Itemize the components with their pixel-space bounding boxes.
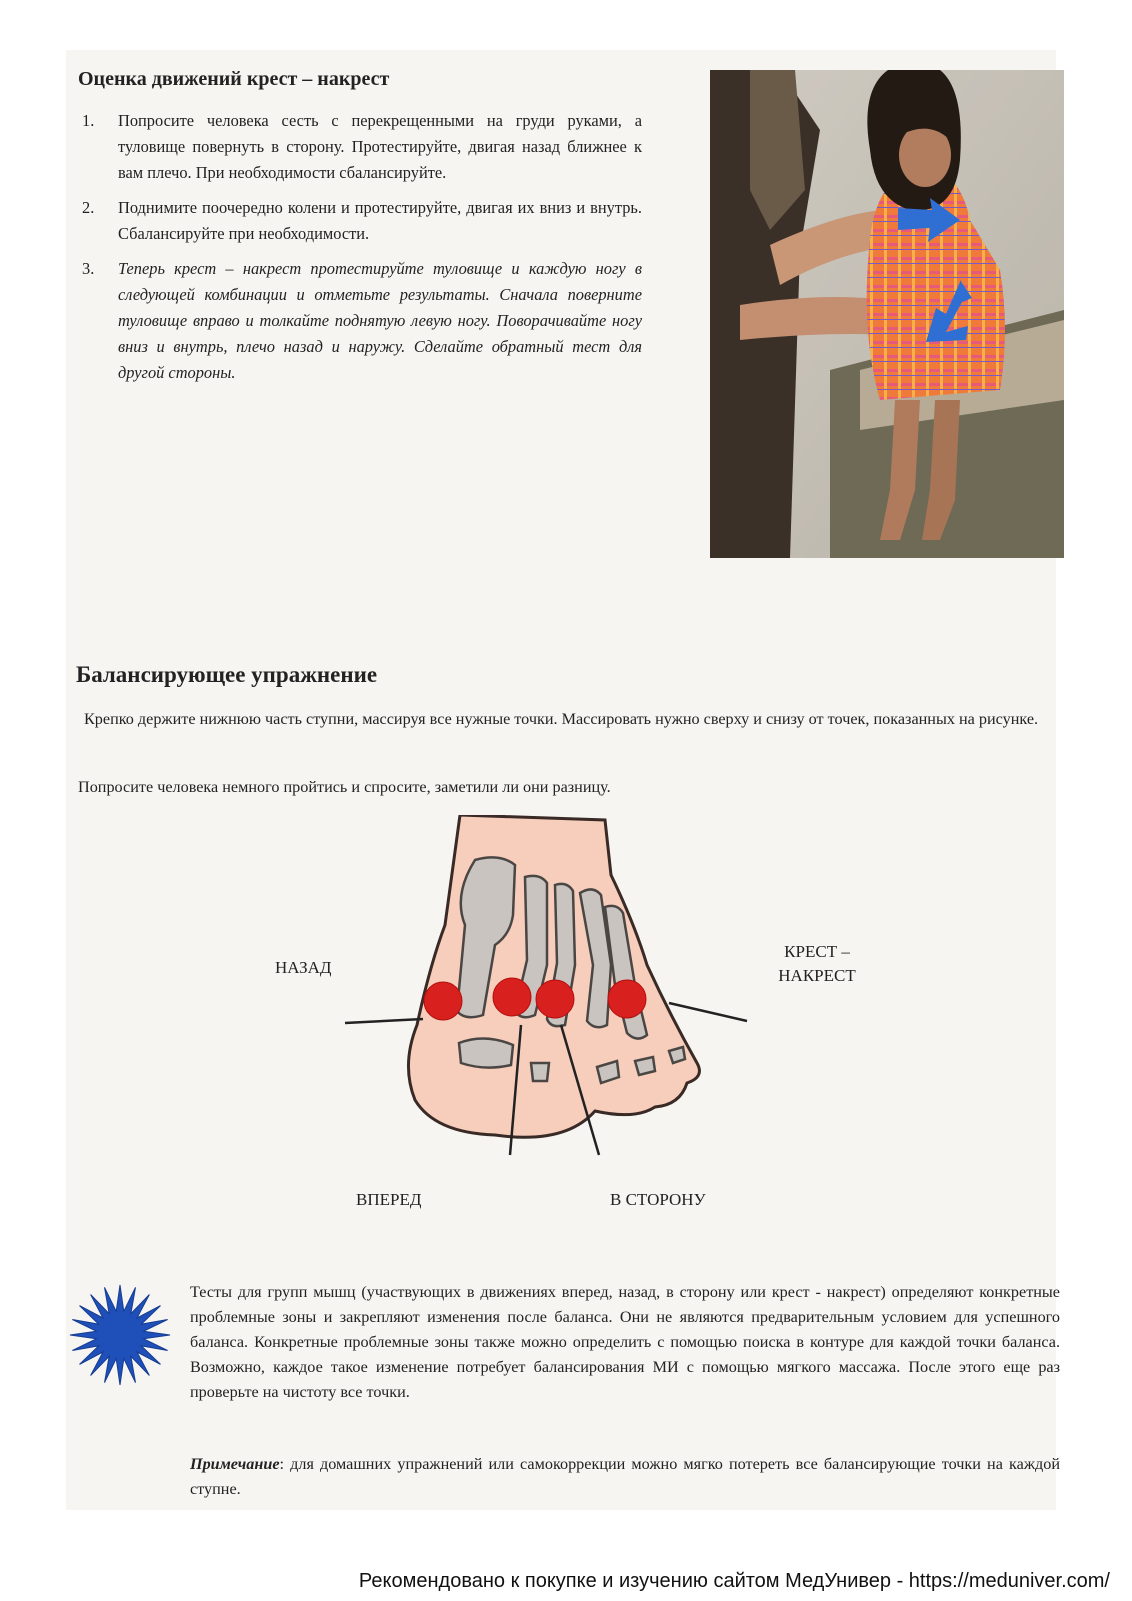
phalanx-2 [531,1063,549,1081]
label-cross-line2: НАКРЕСТ [778,966,856,985]
note-paragraph: Тесты для групп мышц (участвующих в движениях вперед, назад, в сторону или крест - накрест) определяют конкретные проблемные зоны и закрепляют изменения после баланса. Они не являются предварительным условием для успешного баланса. Конкретные проблемные зоны также можно определить с помощью поиска в контуре для каждой точки баланса. Возможно, каждое такое изменение потребует балансирования МИ с помощью мягкого массажа. После этого еще раз проверьте на чистоту все точки. [190,1283,1060,1401]
step-text: Попросите человека сесть с перекрещенными на груди руками, а туловище повернуть в сторону. Протестируйте, двигая назад ближнее к вам плечо. При необходимости сбалансируйте. [118,111,642,182]
steps-list [82,108,642,395]
phalanx-4 [635,1057,655,1075]
foot-diagram [335,815,795,1215]
section-title-balancing-exercise: Балансирующее упражнение [76,662,378,687]
list-item [82,256,642,386]
balance-point-back [424,982,462,1020]
label-cross-line1: КРЕСТ – [784,942,850,961]
step-number: 3. [82,259,95,278]
balance-point-forward [493,978,531,1016]
paragraph-massage: Крепко держите нижнюю часть ступни, массируя все нужные точки. Массировать нужно сверху и снизу от точек, показанных на рисунке. [84,710,1039,728]
list-item [82,108,642,186]
phalanx-5 [669,1047,685,1063]
pointer-line-cross [669,1003,747,1021]
remark-text: : для домашних упражнений или самокоррекции можно мягко потереть все балансирующие точки на каждой ступне. [190,1455,1060,1498]
pointer-line-back [345,1019,423,1023]
test-photo [710,70,1064,558]
label-side: В СТОРОНУ [610,1190,706,1209]
section-title-cross-movements: Оценка движений крест – накрест [78,68,390,90]
balance-point-side [536,980,574,1018]
remark-paragraph [190,1452,1060,1502]
label-cross [762,940,872,988]
label-forward: ВПЕРЕД [356,1190,422,1209]
phalanx-big [459,1038,513,1067]
label-back: НАЗАД [275,958,332,977]
starburst-icon [68,1283,172,1387]
paragraph-walk: Попросите человека немного пройтись и спросите, заметили ли они разницу. [78,778,611,796]
step-text: Поднимите поочередно колени и протестируйте, двигая их вниз и внутрь. Сбалансируйте при необходимости. [118,198,642,243]
footer-text: Рекомендовано к покупке и изучению сайтом МедУнивер - https://meduniver.com/ [358,1570,1110,1592]
step-text: Теперь крест – накрест протестируйте туловище и каждую ногу в следующей комбинации и отметьте результаты. Сначала поверните туловище вправо и толкайте поднятую левую ногу. Поворачивайте ногу вниз и внутрь, плечо назад и наружу. Сделайте обратный тест для другой стороны. [118,259,642,382]
remark-label: Примечание [190,1455,280,1473]
step-number: 1. [82,111,95,130]
balance-point-cross [608,980,646,1018]
step-number: 2. [82,198,95,217]
list-item [82,195,642,247]
